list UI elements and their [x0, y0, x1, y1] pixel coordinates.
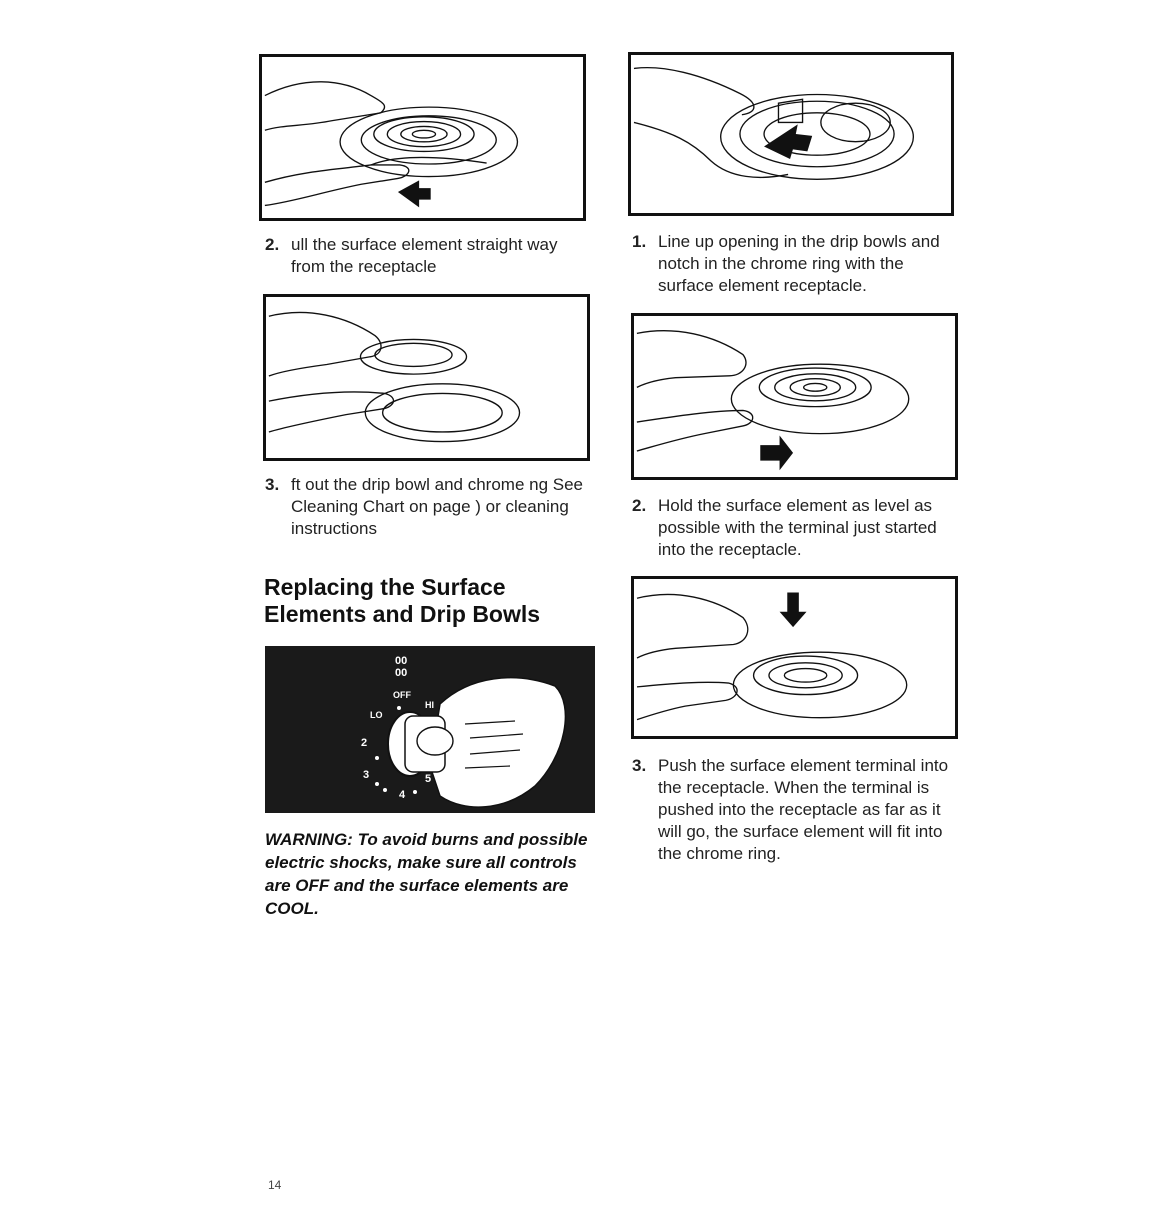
- step-text: Line up opening in the drip bowls and notch in the chrome ring with the surface element receptacle.: [658, 232, 940, 295]
- heading-line-2: Elements and Drip Bowls: [264, 601, 541, 627]
- warning-label: WARNING:: [265, 830, 353, 849]
- illustration-line-up-opening: [628, 52, 954, 216]
- step-text: ull the surface element straight way from the receptacle: [291, 235, 558, 276]
- heading-line-1: Replacing the Surface: [264, 574, 506, 600]
- knob-label-top2: 00: [395, 667, 408, 679]
- control-knob-illustration: [265, 646, 595, 813]
- hold-element-drawing: [634, 316, 955, 477]
- section-heading: [264, 574, 594, 628]
- step-text: ft out the drip bowl and chrome ng See Cleaning Chart on page ) or cleaning instructions: [291, 475, 584, 538]
- page-number: 14: [268, 1178, 282, 1192]
- illustration-hold-element-level: [631, 313, 958, 480]
- illustration-push-element: [631, 576, 958, 739]
- illustration-lift-drip-bowl: [263, 294, 590, 461]
- right-step-3: [632, 755, 960, 865]
- right-step-2: [632, 495, 952, 561]
- left-step-2: [265, 234, 585, 278]
- knob-label-5: 5: [425, 773, 432, 785]
- arrow-down-icon: [780, 592, 807, 627]
- right-step-1: [632, 231, 952, 297]
- step-number: 3.: [265, 475, 280, 494]
- knob-label-4: 4: [399, 789, 406, 801]
- knob-label-off: OFF: [393, 690, 411, 700]
- illustration-pull-element: [259, 54, 586, 221]
- knob-label-hi: HI: [425, 700, 434, 710]
- step-number: 2.: [632, 496, 647, 515]
- lift-drip-bowl-drawing: [266, 297, 587, 458]
- warning-text: To avoid burns and possible electric shocks, make sure all controls are OFF and the surface elements are COOL.: [265, 830, 588, 918]
- line-up-opening-drawing: [631, 55, 951, 213]
- step-number: 2.: [265, 235, 280, 254]
- arrow-right-icon: [760, 436, 793, 471]
- control-knob-drawing: [265, 646, 595, 813]
- warning-notice: [265, 828, 595, 920]
- step-number: 1.: [632, 232, 647, 251]
- knob-label-2: 2: [361, 737, 368, 749]
- step-number: 3.: [632, 756, 647, 775]
- step-text: Push the surface element terminal into the receptacle. When the terminal is pushed into the receptacle as far as it will go, the surface element will fit into the chrome ring.: [658, 756, 949, 863]
- knob-label-top1: 00: [395, 655, 408, 667]
- step-text: Hold the surface element as level as possible with the terminal just started into the receptacle.: [658, 496, 937, 559]
- left-step-3: [265, 474, 585, 540]
- knob-label-lo: LO: [370, 710, 383, 720]
- arrow-up-right-icon: [764, 124, 812, 159]
- arrow-left-icon: [398, 180, 431, 207]
- pull-element-drawing: [262, 57, 583, 218]
- knob-label-3: 3: [363, 769, 370, 781]
- push-element-drawing: [634, 579, 955, 736]
